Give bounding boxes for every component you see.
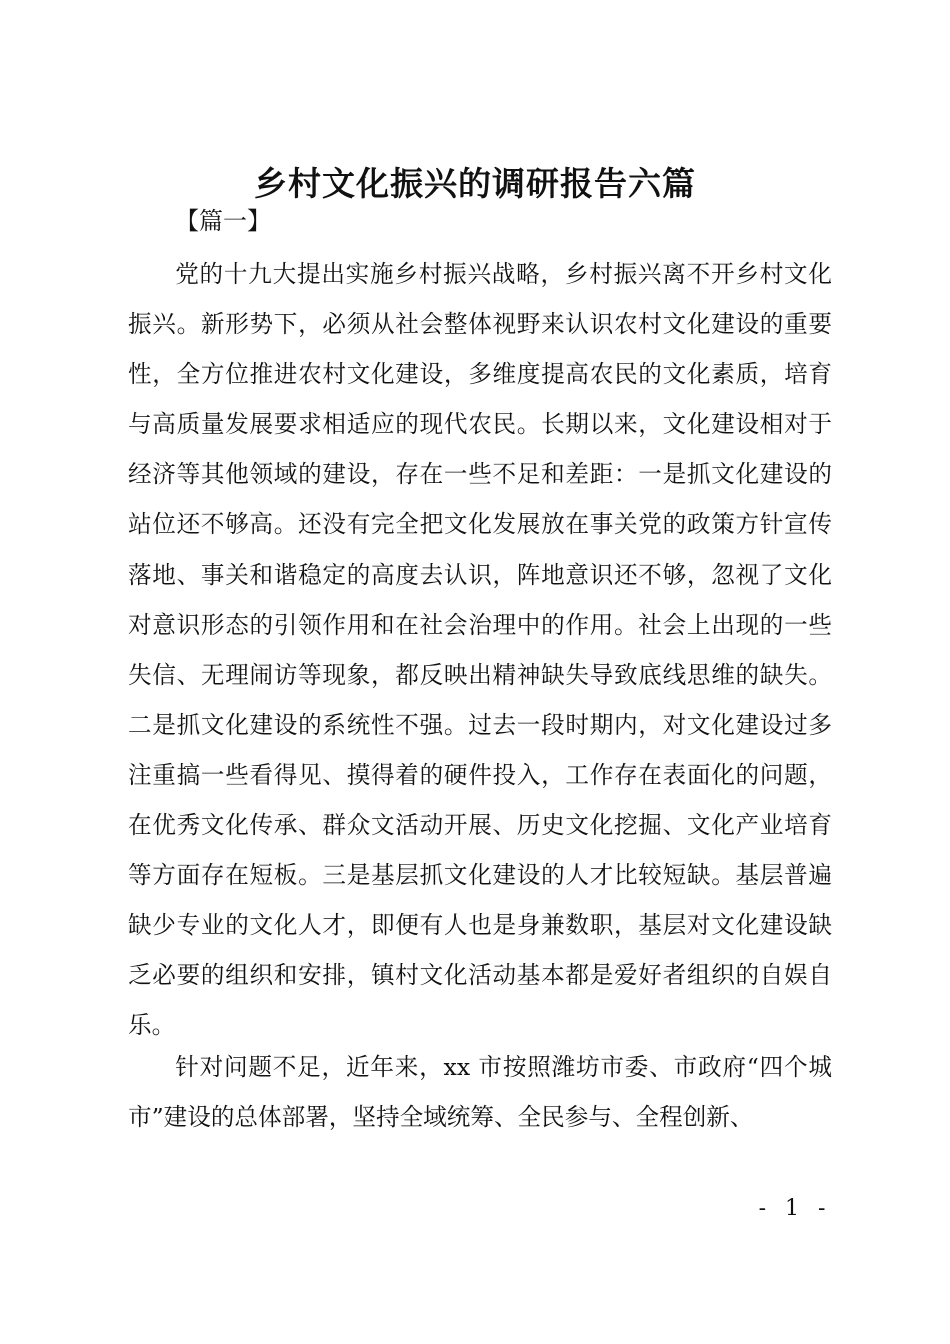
body-paragraph: 党的十九大提出实施乡村振兴战略，乡村振兴离不开乡村文化振兴。新形势下，必须从社会整体视野来认识农村文化建设的重要性，全方位推进农村文化建设，多维度提高农民的文化素质，培育与高质量发展要求相适应的现代农民。长期以来，文化建设相对于经济等其他领域的建设，存在一些不足和差距：一是抓文化建设的站位还不够高。还没有完全把文化发展放在事关党的政策方针宣传落地、事关和谐稳定的高度去认识，阵地意识还不够，忽视了文化对意识形态的引领作用和在社会治理中的作用。社会上出现的一些失信、无理闹访等现象，都反映出精神缺失导致底线思维的缺失。二是抓文化建设的系统性不强。过去一段时期内，对文化建设过多注重搞一些看得见、摸得着的硬件投入，工作存在表面化的问题，在优秀文化传承、群众文活动开展、历史文化挖掘、文化产业培育等方面存在短板。三是基层抓文化建设的人才比较短缺。基层普遍缺少专业的文化人才，即便有人也是身兼数职，基层对文化建设缺乏必要的组织和安排，镇村文化活动基本都是爱好者组织的自娱自乐。 — [128, 260, 832, 1040]
section-heading: 【篇一】 — [175, 207, 271, 235]
body-paragraph: 针对问题不足，近年来，xx 市按照潍坊市委、市政府“四个城市”建设的总体部署，坚持全域统筹、全民参与、全程创新、 — [128, 1053, 832, 1132]
page-number: - 1 - — [758, 1196, 832, 1221]
document-title: 乡村文化振兴的调研报告六篇 — [254, 164, 696, 204]
